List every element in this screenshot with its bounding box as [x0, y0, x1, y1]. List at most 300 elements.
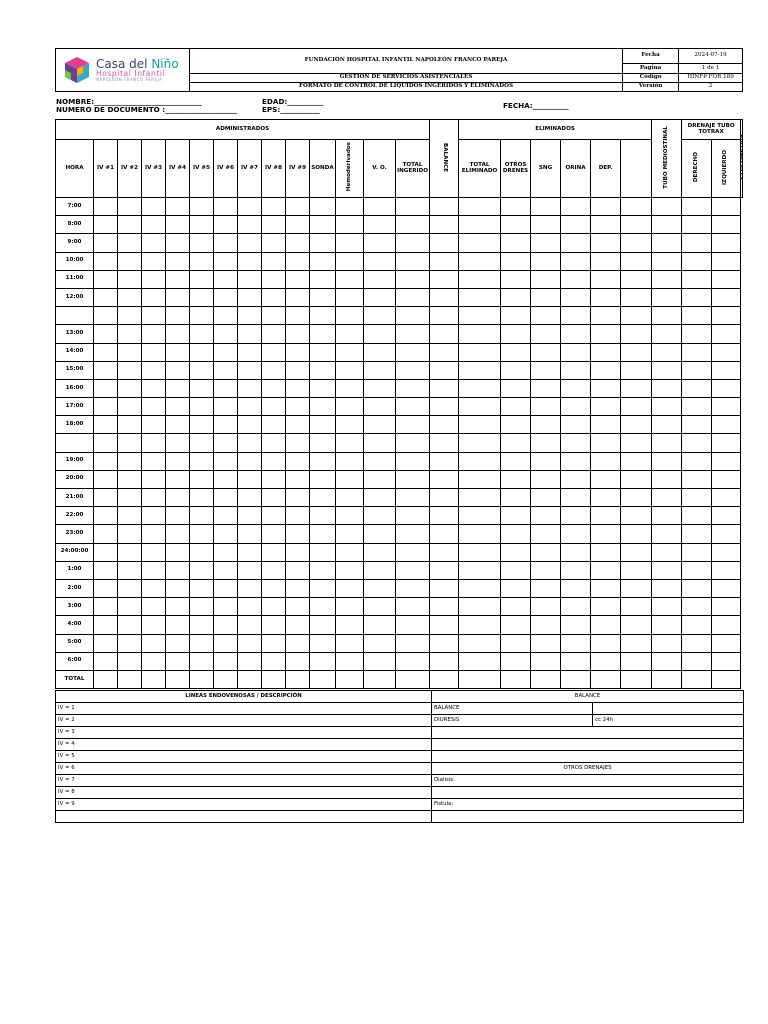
entry-cell[interactable] — [190, 398, 214, 416]
entry-cell[interactable] — [396, 616, 430, 634]
entry-cell[interactable] — [142, 561, 166, 579]
entry-cell[interactable] — [652, 543, 682, 561]
entry-cell[interactable] — [262, 598, 286, 616]
entry-cell[interactable] — [621, 270, 652, 288]
entry-cell[interactable] — [190, 452, 214, 470]
entry-cell[interactable] — [652, 561, 682, 579]
entry-cell[interactable] — [142, 489, 166, 507]
entry-cell[interactable] — [430, 416, 459, 434]
entry-cell[interactable] — [591, 470, 621, 488]
entry-cell[interactable] — [531, 598, 561, 616]
entry-cell[interactable] — [531, 434, 561, 452]
entry-cell[interactable] — [142, 543, 166, 561]
entry-cell[interactable] — [591, 398, 621, 416]
entry-cell[interactable] — [459, 379, 501, 397]
entry-cell[interactable] — [396, 216, 430, 234]
entry-cell[interactable] — [286, 216, 310, 234]
entry-cell[interactable] — [591, 452, 621, 470]
entry-cell[interactable] — [682, 325, 712, 343]
entry-cell[interactable] — [621, 489, 652, 507]
entry-cell[interactable] — [262, 470, 286, 488]
entry-cell[interactable] — [142, 361, 166, 379]
entry-cell[interactable] — [396, 489, 430, 507]
entry-cell[interactable] — [364, 398, 396, 416]
entry-cell[interactable] — [310, 270, 336, 288]
entry-cell[interactable] — [621, 616, 652, 634]
entry-cell[interactable] — [561, 379, 591, 397]
entry-cell[interactable] — [501, 325, 531, 343]
entry-cell[interactable] — [214, 670, 238, 688]
entry-cell[interactable] — [262, 288, 286, 306]
entry-cell[interactable] — [396, 652, 430, 670]
entry-cell[interactable] — [238, 652, 262, 670]
entry-cell[interactable] — [238, 561, 262, 579]
entry-cell[interactable] — [166, 216, 190, 234]
entry-cell[interactable] — [712, 216, 741, 234]
entry-cell[interactable] — [238, 270, 262, 288]
entry-cell[interactable] — [591, 634, 621, 652]
entry-cell[interactable] — [286, 598, 310, 616]
entry-cell[interactable] — [501, 507, 531, 525]
entry-cell[interactable] — [712, 398, 741, 416]
entry-cell[interactable] — [459, 579, 501, 597]
entry-cell[interactable] — [501, 270, 531, 288]
entry-cell[interactable] — [118, 288, 142, 306]
entry-cell[interactable] — [396, 234, 430, 252]
entry-cell[interactable] — [94, 598, 118, 616]
entry-cell[interactable] — [591, 543, 621, 561]
entry-cell[interactable] — [94, 634, 118, 652]
entry-cell[interactable] — [214, 652, 238, 670]
entry-cell[interactable] — [336, 507, 364, 525]
entry-cell[interactable] — [118, 307, 142, 325]
entry-cell[interactable] — [364, 616, 396, 634]
entry-cell[interactable] — [166, 361, 190, 379]
entry-cell[interactable] — [118, 270, 142, 288]
blank-cell[interactable] — [432, 739, 744, 751]
entry-cell[interactable] — [336, 525, 364, 543]
entry-cell[interactable] — [166, 270, 190, 288]
entry-cell[interactable] — [459, 470, 501, 488]
entry-cell[interactable] — [396, 507, 430, 525]
entry-cell[interactable] — [712, 507, 741, 525]
entry-cell[interactable] — [561, 634, 591, 652]
entry-cell[interactable] — [166, 561, 190, 579]
entry-cell[interactable] — [214, 416, 238, 434]
entry-cell[interactable] — [652, 670, 682, 688]
entry-cell[interactable] — [214, 525, 238, 543]
entry-cell[interactable] — [561, 343, 591, 361]
entry-cell[interactable] — [118, 670, 142, 688]
balance-value[interactable] — [593, 703, 744, 715]
entry-cell[interactable] — [459, 416, 501, 434]
entry-cell[interactable] — [396, 561, 430, 579]
entry-cell[interactable] — [652, 489, 682, 507]
entry-cell[interactable] — [652, 325, 682, 343]
entry-cell[interactable] — [190, 561, 214, 579]
blank-cell[interactable] — [432, 751, 744, 763]
entry-cell[interactable] — [238, 489, 262, 507]
entry-cell[interactable] — [621, 325, 652, 343]
entry-cell[interactable] — [286, 616, 310, 634]
entry-cell[interactable] — [336, 198, 364, 216]
entry-cell[interactable] — [459, 270, 501, 288]
entry-cell[interactable] — [621, 634, 652, 652]
entry-cell[interactable] — [214, 489, 238, 507]
entry-cell[interactable] — [591, 434, 621, 452]
entry-cell[interactable] — [396, 670, 430, 688]
entry-cell[interactable] — [286, 288, 310, 306]
entry-cell[interactable] — [682, 234, 712, 252]
entry-cell[interactable] — [591, 579, 621, 597]
entry-cell[interactable] — [214, 434, 238, 452]
entry-cell[interactable] — [621, 670, 652, 688]
entry-cell[interactable] — [430, 398, 459, 416]
entry-cell[interactable] — [561, 452, 591, 470]
entry-cell[interactable] — [118, 361, 142, 379]
entry-cell[interactable] — [364, 634, 396, 652]
entry-cell[interactable] — [364, 216, 396, 234]
entry-cell[interactable] — [561, 652, 591, 670]
entry-cell[interactable] — [430, 561, 459, 579]
entry-cell[interactable] — [142, 252, 166, 270]
entry-cell[interactable] — [430, 234, 459, 252]
entry-cell[interactable] — [310, 398, 336, 416]
entry-cell[interactable] — [238, 379, 262, 397]
entry-cell[interactable] — [190, 343, 214, 361]
entry-cell[interactable] — [652, 434, 682, 452]
entry-cell[interactable] — [238, 598, 262, 616]
entry-cell[interactable] — [652, 634, 682, 652]
iv-line-label[interactable] — [56, 811, 432, 823]
entry-cell[interactable] — [591, 252, 621, 270]
entry-cell[interactable] — [430, 343, 459, 361]
entry-cell[interactable] — [336, 634, 364, 652]
entry-cell[interactable] — [652, 234, 682, 252]
entry-cell[interactable] — [712, 470, 741, 488]
entry-cell[interactable] — [561, 507, 591, 525]
entry-cell[interactable] — [501, 361, 531, 379]
entry-cell[interactable] — [262, 489, 286, 507]
entry-cell[interactable] — [142, 416, 166, 434]
entry-cell[interactable] — [336, 470, 364, 488]
entry-cell[interactable] — [214, 252, 238, 270]
entry-cell[interactable] — [166, 543, 190, 561]
entry-cell[interactable] — [336, 307, 364, 325]
entry-cell[interactable] — [561, 270, 591, 288]
entry-cell[interactable] — [430, 452, 459, 470]
entry-cell[interactable] — [166, 288, 190, 306]
entry-cell[interactable] — [94, 307, 118, 325]
entry-cell[interactable] — [531, 543, 561, 561]
entry-cell[interactable] — [310, 470, 336, 488]
entry-cell[interactable] — [652, 598, 682, 616]
entry-cell[interactable] — [531, 307, 561, 325]
entry-cell[interactable] — [531, 561, 561, 579]
entry-cell[interactable] — [682, 489, 712, 507]
entry-cell[interactable] — [712, 579, 741, 597]
entry-cell[interactable] — [561, 216, 591, 234]
entry-cell[interactable] — [501, 234, 531, 252]
entry-cell[interactable] — [712, 598, 741, 616]
entry-cell[interactable] — [459, 452, 501, 470]
entry-cell[interactable] — [214, 398, 238, 416]
entry-cell[interactable] — [118, 525, 142, 543]
entry-cell[interactable] — [621, 307, 652, 325]
entry-cell[interactable] — [310, 598, 336, 616]
entry-cell[interactable] — [190, 543, 214, 561]
entry-cell[interactable] — [190, 325, 214, 343]
entry-cell[interactable] — [262, 379, 286, 397]
entry-cell[interactable] — [262, 616, 286, 634]
entry-cell[interactable] — [501, 470, 531, 488]
entry-cell[interactable] — [682, 379, 712, 397]
entry-cell[interactable] — [190, 507, 214, 525]
entry-cell[interactable] — [364, 470, 396, 488]
entry-cell[interactable] — [336, 343, 364, 361]
entry-cell[interactable] — [501, 307, 531, 325]
entry-cell[interactable] — [94, 652, 118, 670]
entry-cell[interactable] — [364, 379, 396, 397]
entry-cell[interactable] — [142, 343, 166, 361]
entry-cell[interactable] — [310, 198, 336, 216]
entry-cell[interactable] — [396, 325, 430, 343]
entry-cell[interactable] — [364, 670, 396, 688]
entry-cell[interactable] — [364, 489, 396, 507]
entry-cell[interactable] — [214, 234, 238, 252]
entry-cell[interactable] — [166, 470, 190, 488]
entry-cell[interactable] — [501, 525, 531, 543]
entry-cell[interactable] — [286, 579, 310, 597]
entry-cell[interactable] — [459, 489, 501, 507]
entry-cell[interactable] — [621, 543, 652, 561]
entry-cell[interactable] — [166, 452, 190, 470]
entry-cell[interactable] — [262, 634, 286, 652]
entry-cell[interactable] — [166, 525, 190, 543]
entry-cell[interactable] — [682, 452, 712, 470]
entry-cell[interactable] — [262, 307, 286, 325]
entry-cell[interactable] — [142, 234, 166, 252]
entry-cell[interactable] — [501, 670, 531, 688]
entry-cell[interactable] — [531, 579, 561, 597]
entry-cell[interactable] — [682, 361, 712, 379]
entry-cell[interactable] — [501, 416, 531, 434]
entry-cell[interactable] — [336, 670, 364, 688]
entry-cell[interactable] — [682, 470, 712, 488]
entry-cell[interactable] — [712, 325, 741, 343]
entry-cell[interactable] — [310, 325, 336, 343]
entry-cell[interactable] — [430, 325, 459, 343]
entry-cell[interactable] — [310, 343, 336, 361]
entry-cell[interactable] — [166, 652, 190, 670]
entry-cell[interactable] — [190, 616, 214, 634]
entry-cell[interactable] — [621, 198, 652, 216]
entry-cell[interactable] — [286, 652, 310, 670]
entry-cell[interactable] — [459, 343, 501, 361]
entry-cell[interactable] — [621, 398, 652, 416]
entry-cell[interactable] — [94, 616, 118, 634]
iv-line-label[interactable]: IV = 9 — [56, 799, 432, 811]
entry-cell[interactable] — [238, 325, 262, 343]
entry-cell[interactable] — [118, 543, 142, 561]
entry-cell[interactable] — [262, 216, 286, 234]
entry-cell[interactable] — [118, 416, 142, 434]
entry-cell[interactable] — [621, 652, 652, 670]
entry-cell[interactable] — [621, 252, 652, 270]
entry-cell[interactable] — [364, 579, 396, 597]
entry-cell[interactable] — [364, 288, 396, 306]
entry-cell[interactable] — [166, 598, 190, 616]
entry-cell[interactable] — [621, 452, 652, 470]
entry-cell[interactable] — [561, 561, 591, 579]
entry-cell[interactable] — [190, 598, 214, 616]
entry-cell[interactable] — [190, 198, 214, 216]
entry-cell[interactable] — [430, 489, 459, 507]
entry-cell[interactable] — [591, 416, 621, 434]
entry-cell[interactable] — [501, 288, 531, 306]
entry-cell[interactable] — [336, 543, 364, 561]
entry-cell[interactable] — [190, 361, 214, 379]
entry-cell[interactable] — [501, 579, 531, 597]
entry-cell[interactable] — [336, 434, 364, 452]
entry-cell[interactable] — [430, 288, 459, 306]
entry-cell[interactable] — [712, 652, 741, 670]
entry-cell[interactable] — [561, 252, 591, 270]
entry-cell[interactable] — [286, 398, 310, 416]
entry-cell[interactable] — [459, 598, 501, 616]
entry-cell[interactable] — [166, 325, 190, 343]
entry-cell[interactable] — [336, 452, 364, 470]
entry-cell[interactable] — [459, 361, 501, 379]
entry-cell[interactable] — [652, 452, 682, 470]
entry-cell[interactable] — [94, 561, 118, 579]
entry-cell[interactable] — [531, 198, 561, 216]
entry-cell[interactable] — [501, 543, 531, 561]
entry-cell[interactable] — [712, 234, 741, 252]
entry-cell[interactable] — [712, 489, 741, 507]
entry-cell[interactable] — [652, 470, 682, 488]
entry-cell[interactable] — [94, 670, 118, 688]
entry-cell[interactable] — [396, 288, 430, 306]
entry-cell[interactable] — [262, 507, 286, 525]
entry-cell[interactable] — [190, 216, 214, 234]
entry-cell[interactable] — [652, 307, 682, 325]
entry-cell[interactable] — [712, 525, 741, 543]
entry-cell[interactable] — [682, 525, 712, 543]
entry-cell[interactable] — [142, 507, 166, 525]
entry-cell[interactable] — [501, 616, 531, 634]
iv-line-label[interactable]: IV = 1 — [56, 703, 432, 715]
entry-cell[interactable] — [238, 670, 262, 688]
entry-cell[interactable] — [166, 579, 190, 597]
entry-cell[interactable] — [142, 616, 166, 634]
iv-line-label[interactable]: IV = 6 — [56, 763, 432, 775]
entry-cell[interactable] — [190, 470, 214, 488]
entry-cell[interactable] — [190, 288, 214, 306]
entry-cell[interactable] — [501, 398, 531, 416]
entry-cell[interactable] — [166, 343, 190, 361]
entry-cell[interactable] — [190, 434, 214, 452]
entry-cell[interactable] — [531, 216, 561, 234]
entry-cell[interactable] — [501, 343, 531, 361]
entry-cell[interactable] — [262, 416, 286, 434]
entry-cell[interactable] — [142, 434, 166, 452]
entry-cell[interactable] — [430, 434, 459, 452]
entry-cell[interactable] — [94, 234, 118, 252]
entry-cell[interactable] — [142, 579, 166, 597]
entry-cell[interactable] — [712, 561, 741, 579]
entry-cell[interactable] — [142, 652, 166, 670]
entry-cell[interactable] — [531, 616, 561, 634]
entry-cell[interactable] — [94, 270, 118, 288]
entry-cell[interactable] — [336, 398, 364, 416]
entry-cell[interactable] — [591, 234, 621, 252]
entry-cell[interactable] — [531, 343, 561, 361]
entry-cell[interactable] — [310, 361, 336, 379]
entry-cell[interactable] — [621, 470, 652, 488]
entry-cell[interactable] — [118, 234, 142, 252]
entry-cell[interactable] — [142, 307, 166, 325]
entry-cell[interactable] — [459, 634, 501, 652]
entry-cell[interactable] — [364, 434, 396, 452]
entry-cell[interactable] — [310, 634, 336, 652]
entry-cell[interactable] — [364, 361, 396, 379]
entry-cell[interactable] — [286, 361, 310, 379]
entry-cell[interactable] — [364, 452, 396, 470]
entry-cell[interactable] — [214, 579, 238, 597]
entry-cell[interactable] — [310, 652, 336, 670]
entry-cell[interactable] — [652, 270, 682, 288]
entry-cell[interactable] — [364, 343, 396, 361]
entry-cell[interactable] — [310, 234, 336, 252]
entry-cell[interactable] — [336, 270, 364, 288]
entry-cell[interactable] — [238, 525, 262, 543]
entry-cell[interactable] — [712, 270, 741, 288]
entry-cell[interactable] — [214, 361, 238, 379]
entry-cell[interactable] — [286, 325, 310, 343]
entry-cell[interactable] — [214, 325, 238, 343]
iv-line-label[interactable]: IV = 5 — [56, 751, 432, 763]
entry-cell[interactable] — [286, 234, 310, 252]
entry-cell[interactable] — [459, 307, 501, 325]
entry-cell[interactable] — [142, 325, 166, 343]
entry-cell[interactable] — [238, 307, 262, 325]
entry-cell[interactable] — [286, 670, 310, 688]
entry-cell[interactable] — [430, 361, 459, 379]
entry-cell[interactable] — [336, 579, 364, 597]
entry-cell[interactable] — [652, 216, 682, 234]
entry-cell[interactable] — [118, 579, 142, 597]
entry-cell[interactable] — [561, 598, 591, 616]
entry-cell[interactable] — [396, 434, 430, 452]
entry-cell[interactable] — [166, 616, 190, 634]
entry-cell[interactable] — [682, 216, 712, 234]
entry-cell[interactable] — [396, 525, 430, 543]
entry-cell[interactable] — [652, 379, 682, 397]
entry-cell[interactable] — [118, 198, 142, 216]
entry-cell[interactable] — [214, 198, 238, 216]
entry-cell[interactable] — [94, 379, 118, 397]
entry-cell[interactable] — [336, 561, 364, 579]
entry-cell[interactable] — [94, 434, 118, 452]
entry-cell[interactable] — [591, 489, 621, 507]
entry-cell[interactable] — [561, 198, 591, 216]
entry-cell[interactable] — [94, 416, 118, 434]
entry-cell[interactable] — [712, 452, 741, 470]
entry-cell[interactable] — [459, 216, 501, 234]
entry-cell[interactable] — [430, 652, 459, 670]
entry-cell[interactable] — [712, 198, 741, 216]
